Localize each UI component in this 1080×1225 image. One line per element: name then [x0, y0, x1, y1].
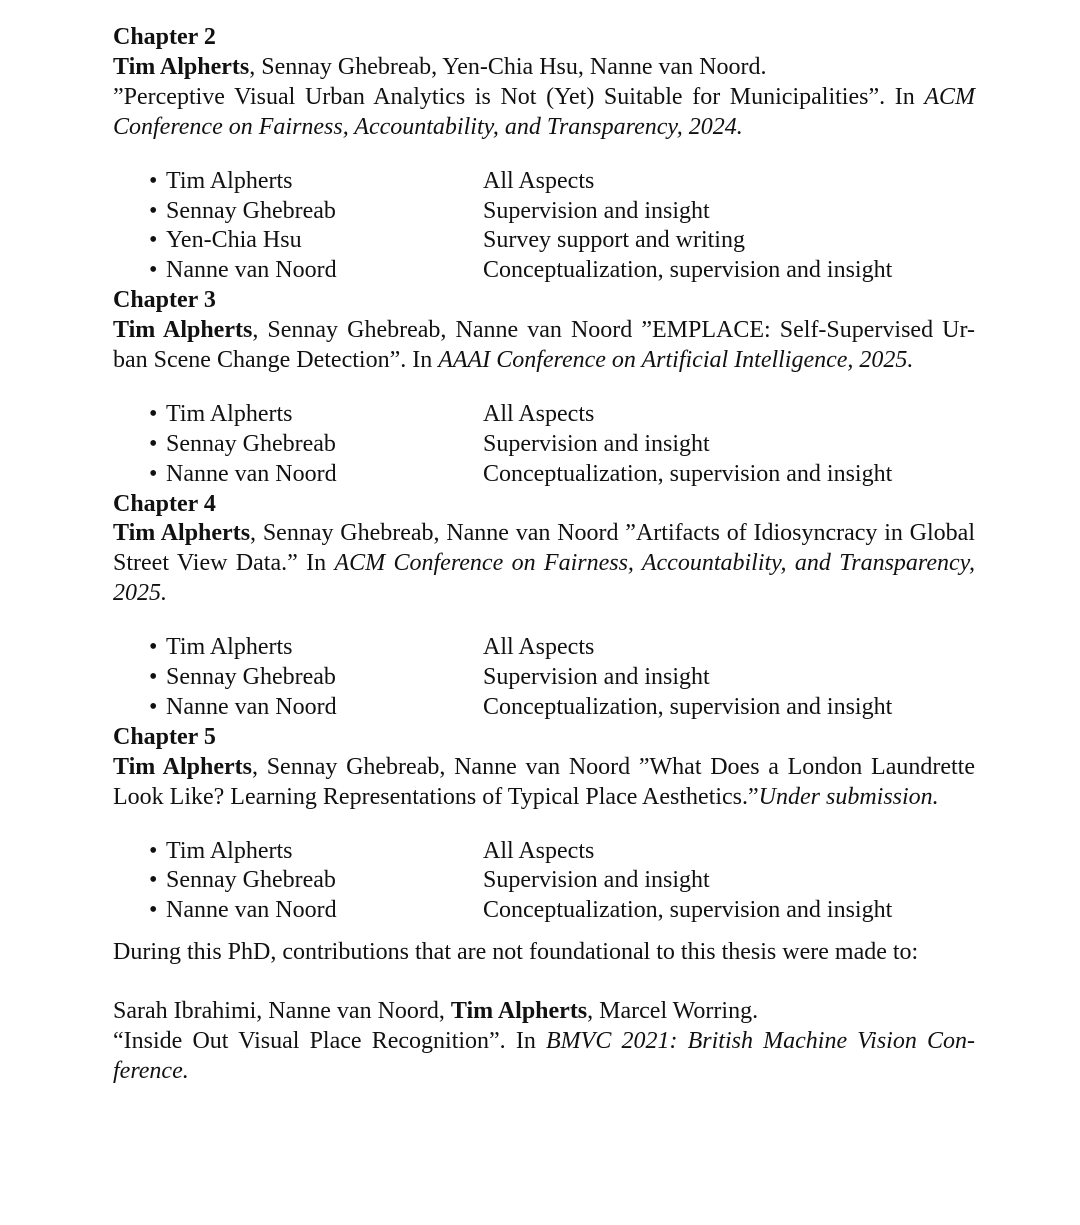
bullet-icon: • [149, 634, 158, 661]
bullet-icon: • [149, 867, 158, 894]
contributor-name: Tim Alpherts [166, 400, 293, 427]
citation-text: , Marcel Worring. [587, 998, 759, 1025]
venue-italic: ACM [924, 83, 975, 110]
contribution-item [113, 693, 975, 723]
contributor-name: Tim Alpherts [166, 634, 293, 661]
contributor-name: Sennay Ghebreab [166, 430, 336, 457]
contribution-list [113, 633, 975, 723]
bullet-icon: • [149, 460, 158, 487]
citation-line [113, 53, 975, 83]
contributor-name: Yen-Chia Hsu [166, 227, 302, 254]
author-bold: Tim Alpherts [113, 53, 250, 80]
citation-line [113, 519, 975, 549]
chapter-section [113, 23, 975, 286]
contribution-item [113, 167, 975, 197]
contribution-list [113, 400, 975, 490]
bullet-icon: • [149, 167, 158, 194]
chapter-section [113, 286, 975, 489]
contributor-role: Supervision and insight [483, 430, 710, 457]
citation-text: , Sennay Ghebreab, Nanne van Noord ”Artifacts of Idiosyncracy in Global [250, 520, 975, 547]
citation-text: , Sennay Ghebreab, Nanne van Noord ”EMPLACE: Self-Supervised Ur- [252, 317, 975, 344]
other-contributions-intro: During this PhD, contributions that are not foundational to this thesis were made to: [113, 939, 919, 966]
venue-italic: 2025. [113, 580, 167, 607]
chapter-list [113, 23, 975, 926]
contribution-list [113, 167, 975, 287]
citation-text: ban Scene Change Detection”. In [113, 347, 439, 373]
contributor-role: Conceptualization, supervision and insight [483, 693, 893, 720]
citation-line [113, 783, 975, 813]
venue-italic: BMVC 2021: British Machine Vision Con- [546, 1028, 975, 1055]
citation-line [113, 579, 975, 609]
contribution-item [113, 633, 975, 663]
author-bold: Tim Alpherts [113, 520, 251, 547]
bullet-icon: • [149, 257, 158, 284]
contributor-role: All Aspects [483, 400, 595, 427]
contribution-item [113, 400, 975, 430]
bullet-icon: • [149, 837, 158, 864]
venue-italic: Conference on Fairness, Accountability, and Transparency, 2024. [113, 113, 743, 140]
citation-line [113, 346, 975, 376]
contribution-item [113, 896, 975, 926]
other-publication [113, 997, 975, 1087]
contributor-role: Conceptualization, supervision and insight [483, 897, 893, 924]
venue-italic: ACM Conference on Fairness, Accountability, and Transparency, [334, 550, 975, 577]
contribution-item [113, 256, 975, 286]
citation-text: , Sennay Ghebreab, Yen-Chia Hsu, Nanne van Noord. [249, 53, 767, 80]
contribution-item [113, 460, 975, 490]
contributions-document [113, 23, 975, 1087]
bullet-icon: • [149, 897, 158, 924]
contributor-name: Nanne van Noord [166, 257, 337, 284]
chapter-title: Chapter 2 [113, 24, 216, 50]
venue-italic: Under submission. [758, 783, 939, 810]
contribution-list [113, 837, 975, 927]
chapter-section [113, 490, 975, 723]
citation-text: Look Like? Learning Representations of Typical Place Aesthetics.” [113, 783, 759, 810]
contributor-role: All Aspects [483, 167, 595, 194]
bullet-icon: • [149, 227, 158, 254]
contributor-role: Survey support and writing [483, 227, 745, 254]
contributor-role: Supervision and insight [483, 197, 710, 224]
author-bold: Tim Alpherts [113, 753, 252, 780]
contributor-name: Tim Alpherts [166, 167, 293, 194]
contribution-item [113, 226, 975, 256]
contributor-name: Nanne van Noord [166, 897, 337, 924]
contributor-role: Supervision and insight [483, 664, 710, 691]
bullet-icon: • [149, 693, 158, 720]
citation-line [113, 753, 975, 783]
bullet-icon: • [149, 197, 158, 224]
citation-line [113, 316, 975, 346]
contributor-role: Conceptualization, supervision and insight [483, 257, 893, 284]
author-bold: Tim Alpherts [450, 998, 588, 1025]
contribution-item [113, 430, 975, 460]
citation-text: “Inside Out Visual Place Recognition”. In [113, 1028, 546, 1055]
contributor-name: Tim Alpherts [166, 837, 293, 864]
bullet-icon: • [149, 664, 158, 691]
contributor-role: Supervision and insight [483, 867, 710, 894]
citation-text: Sarah Ibrahimi, Nanne van Noord, [113, 998, 451, 1025]
venue-italic: ference. [113, 1057, 189, 1084]
citation-line [113, 83, 975, 113]
contributor-role: Conceptualization, supervision and insight [483, 460, 893, 487]
author-bold: Tim Alpherts [113, 317, 253, 344]
citation-line [113, 1057, 975, 1087]
contributor-name: Nanne van Noord [166, 693, 337, 720]
bullet-icon: • [149, 400, 158, 427]
citation-line [113, 113, 975, 143]
contributor-name: Sennay Ghebreab [166, 664, 336, 691]
contribution-item [113, 866, 975, 896]
contribution-item [113, 663, 975, 693]
contributor-name: Sennay Ghebreab [166, 197, 336, 224]
contributor-name: Nanne van Noord [166, 460, 337, 487]
citation-text: Street View Data.” In [113, 550, 335, 577]
chapter-title: Chapter 4 [113, 490, 216, 517]
bullet-icon: • [149, 430, 158, 457]
contributor-role: All Aspects [483, 634, 595, 661]
contribution-item [113, 837, 975, 867]
contributor-role: All Aspects [483, 837, 595, 864]
citation-text: , Sennay Ghebreab, Nanne van Noord ”What Does a London Laundrette [251, 753, 975, 780]
contributor-name: Sennay Ghebreab [166, 867, 336, 894]
citation-text: ”Perceptive Visual Urban Analytics is Not (Yet) Suitable for Municipalities”. In [113, 83, 925, 110]
chapter-title: Chapter 5 [113, 723, 216, 750]
contribution-item [113, 197, 975, 227]
chapter-section [113, 723, 975, 926]
citation-line [113, 997, 975, 1027]
citation-line [113, 1027, 975, 1057]
chapter-title: Chapter 3 [113, 287, 216, 314]
venue-italic: AAAI Conference on Artificial Intelligence, 2025. [438, 347, 914, 373]
citation-line [113, 549, 975, 579]
